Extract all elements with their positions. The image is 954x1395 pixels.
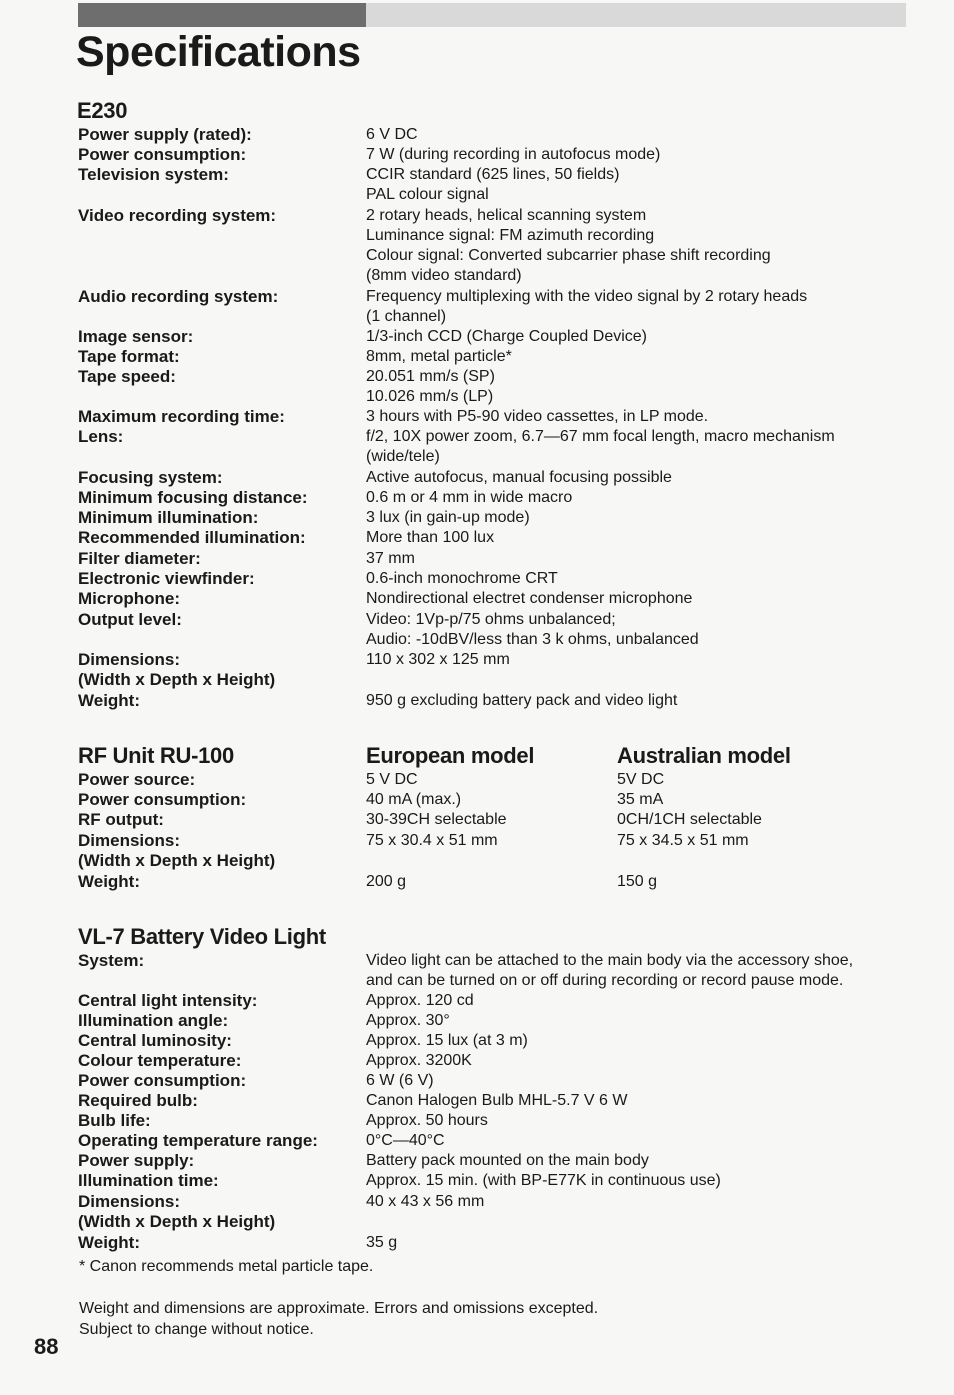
spec-label: Television system:	[78, 165, 229, 184]
spec-row	[0, 589, 954, 609]
spec-label: Weight:	[78, 1233, 141, 1252]
australian-value: 150 g	[617, 873, 658, 890]
spec-value: Approx. 3200K	[366, 1052, 472, 1069]
spec-label: Video recording system:	[78, 206, 277, 225]
spec-row	[0, 569, 954, 589]
spec-value: Canon Halogen Bulb MHL-5.7 V 6 W	[366, 1092, 628, 1109]
spec-row	[0, 630, 954, 650]
spec-row	[0, 488, 954, 508]
spec-row	[0, 1111, 954, 1131]
spec-value: f/2, 10X power zoom, 6.7—67 mm focal length, macro mechanism	[366, 428, 835, 445]
spec-value: 6 V DC	[366, 126, 418, 143]
spec-value: More than 100 lux	[366, 529, 495, 546]
australian-model-heading: Australian model	[617, 743, 791, 768]
spec-label: Bulb life:	[78, 1111, 151, 1130]
spec-label: Focusing system:	[78, 468, 223, 487]
australian-value: 5V DC	[617, 771, 665, 788]
spec-row	[0, 1051, 954, 1071]
spec-value: Luminance signal: FM azimuth recording	[366, 227, 655, 244]
spec-row	[0, 165, 954, 185]
header-bar-dark	[78, 3, 366, 27]
spec-row	[0, 549, 954, 569]
spec-value: 35 g	[366, 1234, 398, 1251]
spec-row	[0, 770, 954, 790]
spec-row	[0, 407, 954, 427]
spec-row	[0, 327, 954, 347]
spec-value: 1/3-inch CCD (Charge Coupled Device)	[366, 328, 648, 345]
spec-row	[0, 1171, 954, 1191]
spec-label: Tape speed:	[78, 367, 176, 386]
spec-value: Approx. 30°	[366, 1012, 450, 1029]
spec-row	[0, 508, 954, 528]
spec-row	[0, 447, 954, 467]
spec-value: Approx. 50 hours	[366, 1112, 488, 1129]
spec-label: Power supply (rated):	[78, 125, 252, 144]
spec-value: (wide/tele)	[366, 448, 440, 465]
spec-label: (Width x Depth x Height)	[78, 1212, 276, 1231]
spec-label: Maximum recording time:	[78, 407, 285, 426]
spec-value: Approx. 120 cd	[366, 992, 474, 1009]
spec-row	[0, 1131, 954, 1151]
spec-row	[0, 185, 954, 205]
spec-label: Required bulb:	[78, 1091, 198, 1110]
spec-value: (8mm video standard)	[366, 267, 522, 284]
spec-row	[0, 347, 954, 367]
spec-value: 0°C—40°C	[366, 1132, 445, 1149]
spec-row	[0, 427, 954, 447]
spec-row	[0, 307, 954, 327]
spec-row	[0, 287, 954, 307]
spec-row	[0, 790, 954, 810]
spec-label: RF output:	[78, 810, 164, 829]
spec-value: 20.051 mm/s (SP)	[366, 368, 495, 385]
european-value: 5 V DC	[366, 771, 418, 788]
spec-row	[0, 226, 954, 246]
spec-value: Approx. 15 lux (at 3 m)	[366, 1032, 528, 1049]
spec-label: Minimum illumination:	[78, 508, 259, 527]
spec-value: Battery pack mounted on the main body	[366, 1152, 649, 1169]
spec-label: Image sensor:	[78, 327, 194, 346]
note-approximate: Weight and dimensions are approximate. Errors and omissions excepted.	[79, 1300, 599, 1317]
spec-row	[0, 951, 954, 971]
spec-label: Illumination time:	[78, 1171, 219, 1190]
spec-value: 10.026 mm/s (LP)	[366, 388, 494, 405]
spec-row	[0, 851, 954, 871]
spec-row	[0, 872, 954, 892]
european-value: 200 g	[366, 873, 407, 890]
spec-row	[0, 1011, 954, 1031]
spec-row	[0, 1091, 954, 1111]
spec-row	[0, 1192, 954, 1212]
spec-value: Video light can be attached to the main body via the accessory shoe,	[366, 952, 854, 969]
page-title: Specifications	[76, 28, 361, 76]
spec-row	[0, 610, 954, 630]
page-number: 88	[34, 1334, 59, 1359]
spec-value: Approx. 15 min. (with BP-E77K in continuous use)	[366, 1172, 721, 1189]
spec-label: Power consumption:	[78, 790, 247, 809]
spec-label: Recommended illumination:	[78, 528, 306, 547]
spec-value: 950 g excluding battery pack and video light	[366, 692, 678, 709]
spec-row	[0, 831, 954, 851]
australian-value: 75 x 34.5 x 51 mm	[617, 832, 749, 849]
note-subject-to-change: Subject to change without notice.	[79, 1321, 314, 1338]
spec-label: Illumination angle:	[78, 1011, 229, 1030]
spec-row	[0, 246, 954, 266]
spec-row	[0, 387, 954, 407]
spec-value: CCIR standard (625 lines, 50 fields)	[366, 166, 620, 183]
european-value: 30-39CH selectable	[366, 811, 507, 828]
european-value: 40 mA (max.)	[366, 791, 462, 808]
spec-label: Power consumption:	[78, 145, 247, 164]
spec-value: 3 hours with P5-90 video cassettes, in LP mode.	[366, 408, 709, 425]
spec-row	[0, 206, 954, 226]
spec-label: Output level:	[78, 610, 182, 629]
spec-row	[0, 1233, 954, 1253]
spec-label: Power source:	[78, 770, 196, 789]
spec-label: Tape format:	[78, 347, 180, 366]
spec-label: (Width x Depth x Height)	[78, 851, 276, 870]
european-value: 75 x 30.4 x 51 mm	[366, 832, 498, 849]
spec-row	[0, 145, 954, 165]
spec-label: Electronic viewfinder:	[78, 569, 255, 588]
spec-value: (1 channel)	[366, 308, 447, 325]
spec-label: Operating temperature range:	[78, 1131, 318, 1150]
spec-value: 110 x 302 x 125 mm	[366, 651, 510, 668]
spec-row	[0, 670, 954, 690]
spec-value: Nondirectional electret condenser microphone	[366, 590, 693, 607]
rf-unit-heading: RF Unit RU-100	[78, 743, 234, 768]
spec-row	[0, 810, 954, 830]
spec-value: PAL colour signal	[366, 186, 489, 203]
spec-value: 0.6 m or 4 mm in wide macro	[366, 489, 573, 506]
spec-label: (Width x Depth x Height)	[78, 670, 276, 689]
spec-row	[0, 691, 954, 711]
australian-value: 0CH/1CH selectable	[617, 811, 762, 828]
spec-row	[0, 1031, 954, 1051]
header-bar-light	[366, 3, 906, 27]
spec-label: Weight:	[78, 872, 141, 891]
spec-row	[0, 1212, 954, 1232]
spec-row	[0, 125, 954, 145]
spec-label: Lens:	[78, 427, 124, 446]
spec-value: 7 W (during recording in autofocus mode)	[366, 146, 661, 163]
spec-value: 6 W (6 V)	[366, 1072, 434, 1089]
spec-value: and can be turned on or off during recording or record pause mode.	[366, 972, 844, 989]
australian-value: 35 mA	[617, 791, 664, 808]
spec-row	[0, 1151, 954, 1171]
spec-label: Power supply:	[78, 1151, 195, 1170]
footnote: * Canon recommends metal particle tape.	[79, 1258, 374, 1275]
spec-value: Video: 1Vp-p/75 ohms unbalanced;	[366, 611, 616, 628]
spec-value: 3 lux (in gain-up mode)	[366, 509, 530, 526]
spec-row	[0, 367, 954, 387]
spec-value: Colour signal: Converted subcarrier phase shift recording	[366, 247, 771, 264]
spec-label: Audio recording system:	[78, 287, 279, 306]
spec-label: Central light intensity:	[78, 991, 258, 1010]
spec-label: System:	[78, 951, 145, 970]
spec-value: 0.6-inch monochrome CRT	[366, 570, 558, 587]
spec-label: Power consumption:	[78, 1071, 247, 1090]
spec-value: Active autofocus, manual focusing possible	[366, 469, 672, 486]
spec-value: 8mm, metal particle*	[366, 348, 512, 365]
spec-row	[0, 266, 954, 286]
spec-label: Colour temperature:	[78, 1051, 242, 1070]
spec-label: Microphone:	[78, 589, 180, 608]
spec-label: Filter diameter:	[78, 549, 201, 568]
spec-row	[0, 528, 954, 548]
spec-row	[0, 991, 954, 1011]
spec-row	[0, 971, 954, 991]
e230-heading: E230	[77, 98, 128, 123]
vl7-heading: VL-7 Battery Video Light	[78, 924, 326, 949]
european-model-heading: European model	[366, 743, 535, 768]
spec-value: Audio: -10dBV/less than 3 k ohms, unbalanced	[366, 631, 699, 648]
spec-value: 37 mm	[366, 550, 415, 567]
spec-row	[0, 1071, 954, 1091]
spec-label: Weight:	[78, 691, 141, 710]
spec-value: Frequency multiplexing with the video signal by 2 rotary heads	[366, 288, 808, 305]
spec-value: 40 x 43 x 56 mm	[366, 1193, 485, 1210]
spec-label: Dimensions:	[78, 1192, 181, 1211]
spec-label: Dimensions:	[78, 831, 181, 850]
spec-row	[0, 650, 954, 670]
spec-label: Central luminosity:	[78, 1031, 232, 1050]
spec-label: Dimensions:	[78, 650, 181, 669]
spec-row	[0, 468, 954, 488]
spec-label: Minimum focusing distance:	[78, 488, 308, 507]
spec-value: 2 rotary heads, helical scanning system	[366, 207, 647, 224]
